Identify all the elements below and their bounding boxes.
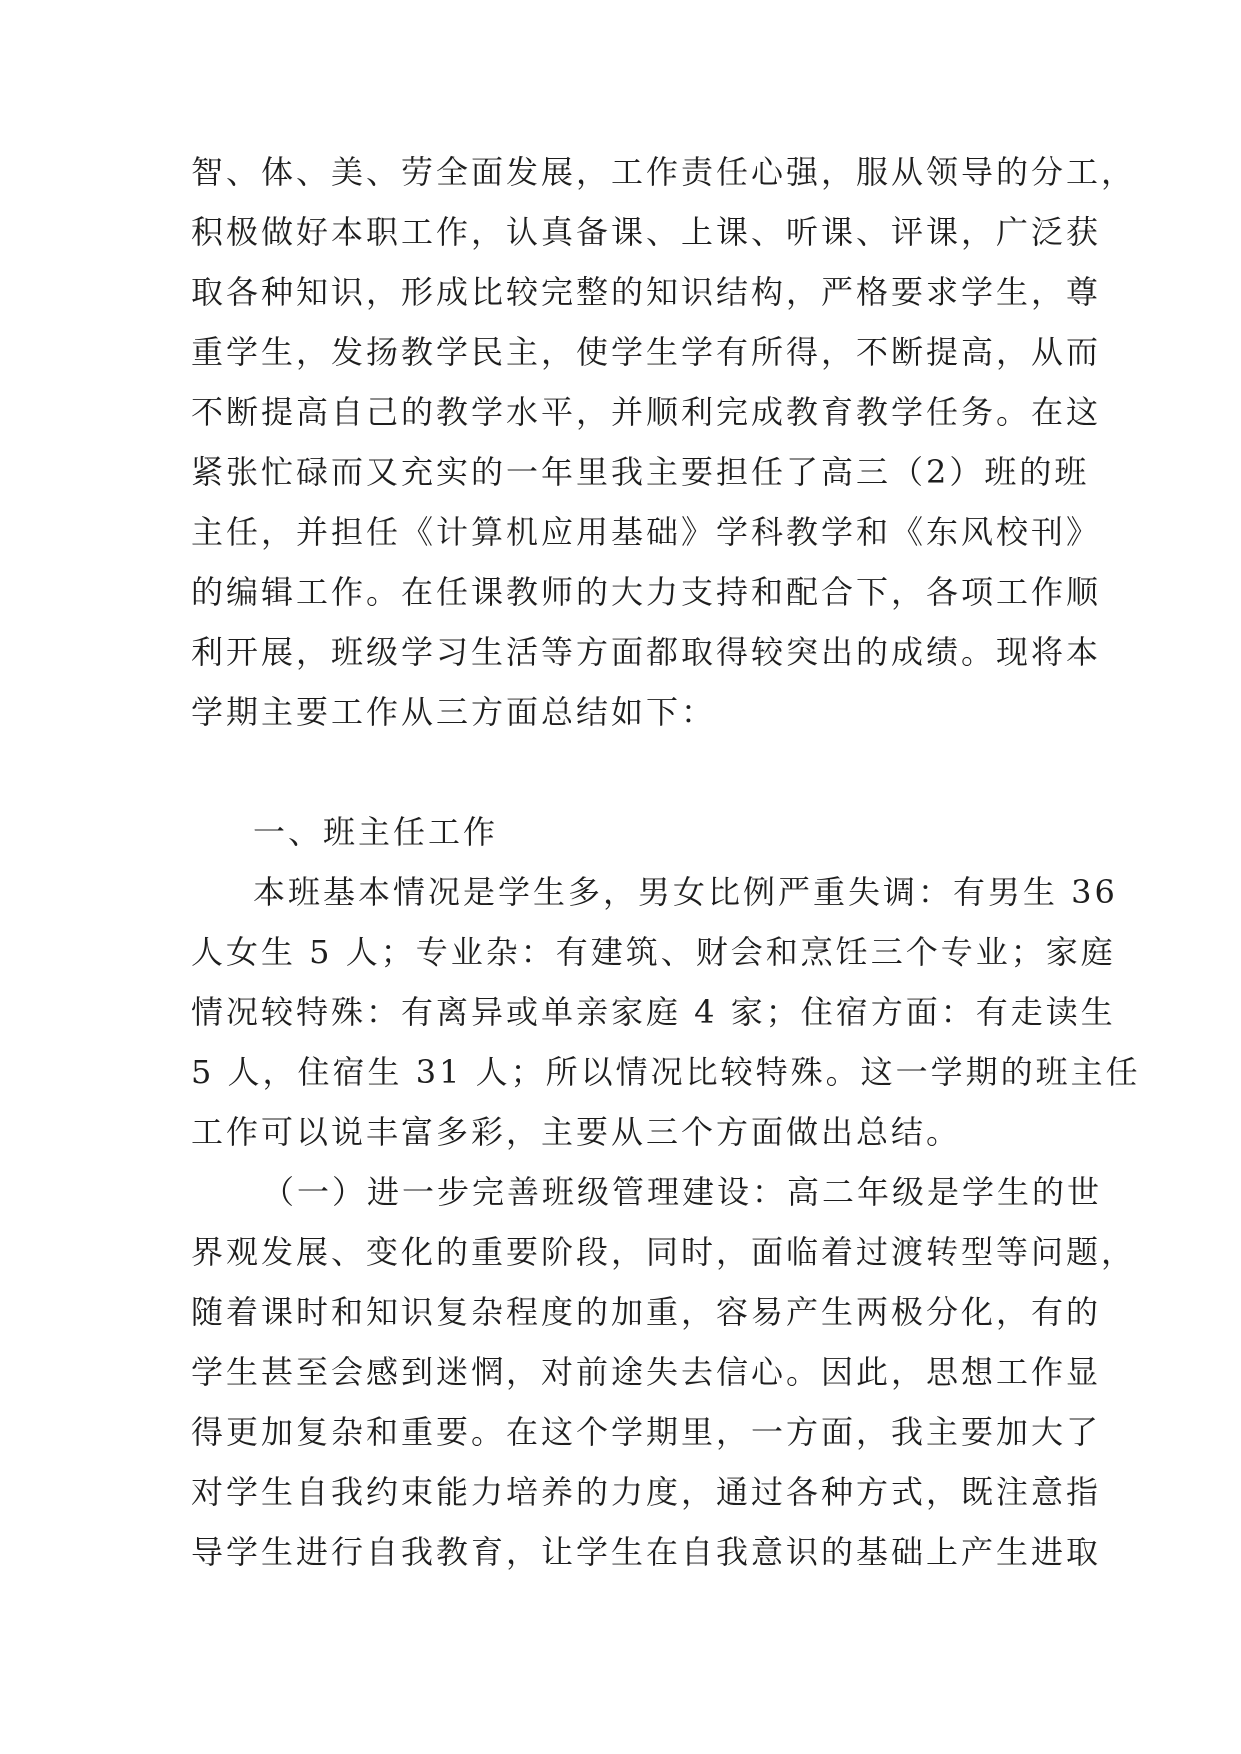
paragraph-first-line: 本班基本情况是学生多，男女比例严重失调：有男生 36 — [253, 873, 1118, 911]
text-line: 的编辑工作。在任课教师的大力支持和配合下，各项工作顺 — [191, 573, 1102, 611]
text-line: 学期主要工作从三方面总结如下： — [191, 693, 717, 731]
text-line: 5 人，住宿生 31 人；所以情况比较特殊。这一学期的班主任 — [191, 1053, 1141, 1091]
text-line: 人女生 5 人；专业杂：有建筑、财会和烹饪三个专业；家庭 — [191, 933, 1116, 971]
text-line: 学生甚至会感到迷惘，对前途失去信心。因此，思想工作显 — [191, 1353, 1102, 1391]
text-line: 重学生，发扬教学民主，使学生学有所得，不断提高，从而 — [191, 333, 1102, 371]
text-line: 对学生自我约束能力培养的力度，通过各种方式，既注意指 — [191, 1473, 1102, 1511]
text-line: 不断提高自己的教学水平，并顺利完成教育教学任务。在这 — [191, 393, 1102, 431]
text-line: 智、体、美、劳全面发展，工作责任心强，服从领导的分工， — [191, 153, 1137, 191]
text-line: 积极做好本职工作，认真备课、上课、听课、评课，广泛获 — [191, 213, 1102, 251]
text-line: 随着课时和知识复杂程度的加重，容易产生两极分化，有的 — [191, 1293, 1102, 1331]
text-line: 情况较特殊：有离异或单亲家庭 4 家；住宿方面：有走读生 — [191, 993, 1116, 1031]
text-line: 主任，并担任《计算机应用基础》学科教学和《东风校刊》 — [191, 513, 1102, 551]
text-line: 界观发展、变化的重要阶段，同时，面临着过渡转型等问题， — [191, 1233, 1137, 1271]
text-line: 利开展，班级学习生活等方面都取得较突出的成绩。现将本 — [191, 633, 1102, 671]
text-line: 得更加复杂和重要。在这个学期里，一方面，我主要加大了 — [191, 1413, 1102, 1451]
text-line: 导学生进行自我教育，让学生在自我意识的基础上产生进取 — [191, 1533, 1102, 1571]
text-line: 取各种知识，形成比较完整的知识结构，严格要求学生，尊 — [191, 273, 1102, 311]
subsection-first-line: （一）进一步完善班级管理建设：高二年级是学生的世 — [262, 1173, 1103, 1211]
section-heading: 一、班主任工作 — [253, 813, 499, 851]
text-line: 紧张忙碌而又充实的一年里我主要担任了高三（2）班的班 — [191, 453, 1090, 491]
text-line: 工作可以说丰富多彩，主要从三个方面做出总结。 — [191, 1113, 962, 1151]
